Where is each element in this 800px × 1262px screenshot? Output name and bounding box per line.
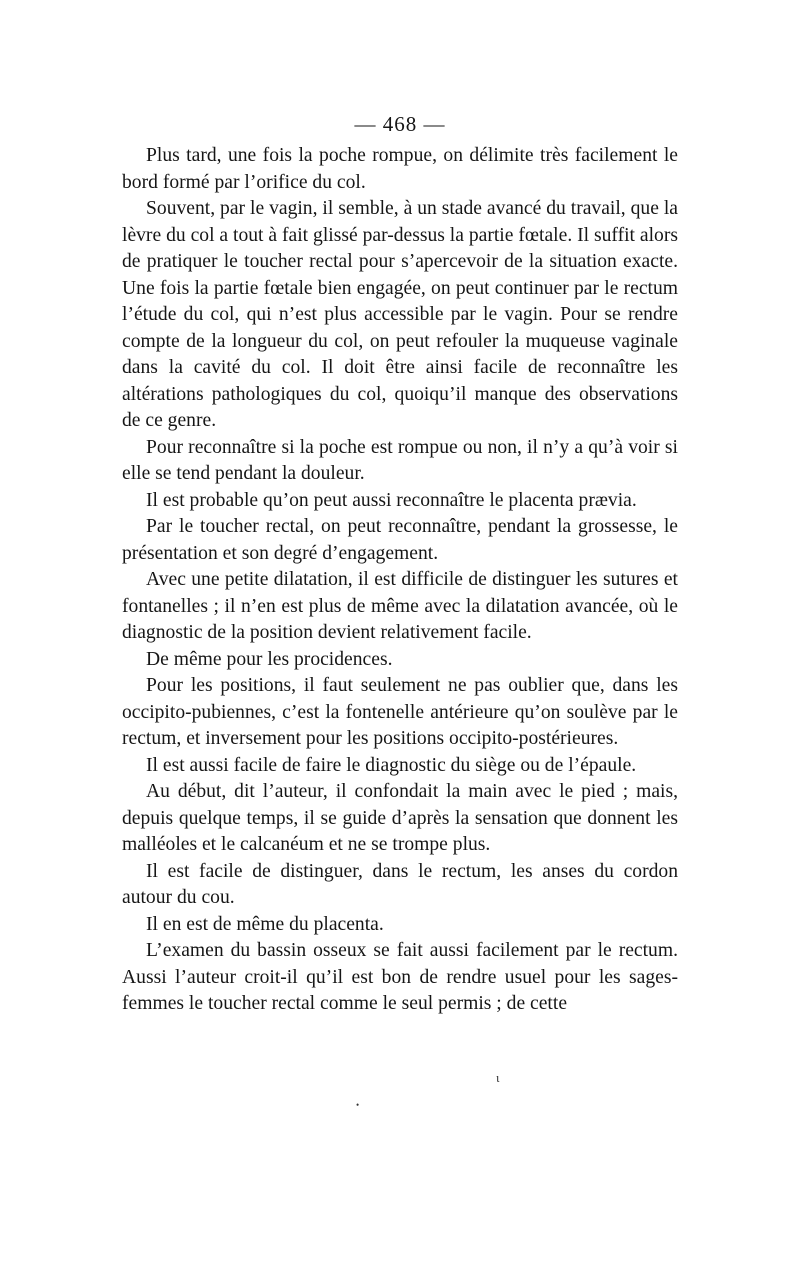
paragraph: Il est facile de distinguer, dans le rectum, les anses du cordon autour du cou. <box>122 860 678 908</box>
stray-dot: • <box>356 1100 360 1110</box>
paragraph: Avec une petite dilatation, il est difficile de distinguer les sutures et fontanelles ; il n’en est plus de même avec la dilatation avancée, où le diagnostic de la position devient relativement facile. <box>122 569 678 643</box>
paragraph: Il est aussi facile de faire le diagnostic du siège ou de l’épaule. <box>146 754 637 776</box>
paragraph: De même pour les procidences. <box>146 648 393 670</box>
stray-mark: ι <box>496 1070 500 1085</box>
paragraph: Il en est de même du placenta. <box>146 913 384 935</box>
body-text <box>122 143 678 1018</box>
paragraph: Par le toucher rectal, on peut reconnaître, pendant la grossesse, le présentation et son degré d’engagement. <box>122 516 678 564</box>
page-number: — 468 — <box>354 112 446 136</box>
paragraph: Au début, dit l’auteur, il confondait la main avec le pied ; mais, depuis quelque temps, il se guide d’après la sensation que donnent les malléoles et le calcanéum et ne se trompe plus. <box>122 781 678 855</box>
paragraph: Pour les positions, il faut seulement ne pas oublier que, dans les occipito-pubiennes, c’est la fontenelle antérieure qu’on soulève par le rectum, et inversement pour les positions occipito-postérieures. <box>122 675 678 749</box>
paragraph: Pour reconnaître si la poche est rompue ou non, il n’y a qu’à voir si elle se tend pendant la douleur. <box>122 436 678 484</box>
paragraph: Il est probable qu’on peut aussi reconnaître le placenta prævia. <box>146 489 637 511</box>
paragraph: L’examen du bassin osseux se fait aussi facilement par le rectum. Aussi l’auteur croit-il qu’il est bon de rendre usuel pour les sages-femmes le toucher rectal comme le seul permis ; de cette <box>122 940 678 1014</box>
paragraph: Souvent, par le vagin, il semble, à un stade avancé du travail, que la lèvre du col a tout à fait glissé par-dessus la partie fœtale. Il suffit alors de pratiquer le toucher rectal pour s’apercevoir de la situation exacte. Une fois la partie fœtale bien engagée, on peut continuer par le rectum l’étude du col, qui n’est plus accessible par le vagin. Pour se rendre compte de la longueur du col, on peut refouler la muqueuse vaginale dans la cavité du col. Il doit être ainsi facile de reconnaître les altérations pathologiques du col, quoiqu’il manque des observations de ce genre. <box>122 198 678 431</box>
paragraph: Plus tard, une fois la poche rompue, on délimite très facilement le bord formé par l’orifice du col. <box>122 145 678 193</box>
